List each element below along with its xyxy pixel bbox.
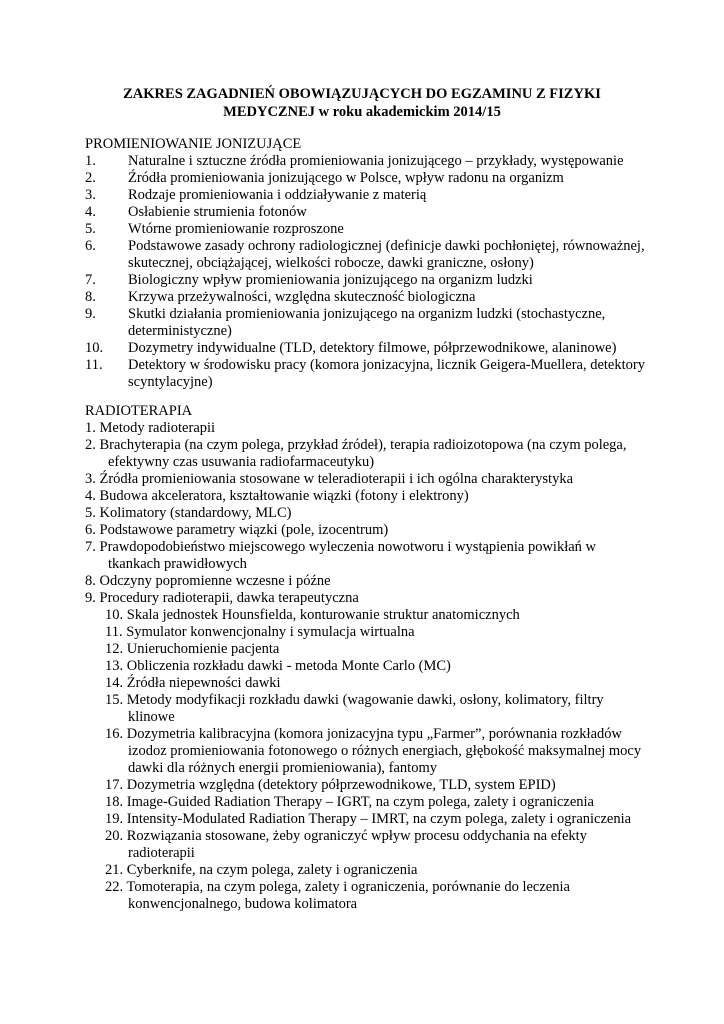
item-text: Odczyny popromienne wczesne i późne [99,573,331,589]
list-item [85,607,645,624]
item-number: 17. [105,777,124,793]
item-number: 2. [85,170,96,186]
list-item [85,692,645,726]
item-text: Metody radioterapii [99,420,216,436]
item-text: Dozymetria kalibracyjna (komora jonizacyjna typu „Farmer”, porównania rozkładów izodoz promieniowania fotonowego o różnych energiach, głębokość maksymalnej mocy dawki dla różnych energii promieniowania), fantomy [126,726,642,776]
item-text: Dozymetry indywidualne (TLD, detektory filmowe, półprzewodnikowe, alaninowe) [128,340,617,356]
item-text: Kolimatory (standardowy, MLC) [99,505,292,521]
item-number: 7. [85,539,96,555]
item-number: 22. [105,879,124,895]
title-line-2: MEDYCZNEJ w roku akademickim 2014/15 [223,104,501,120]
list-item [85,658,645,675]
list-item [85,539,645,573]
item-text: Źródła promieniowania jonizującego w Polsce, wpływ radonu na organizm [128,170,564,186]
item-number: 21. [105,862,124,878]
page-title [85,85,639,121]
item-text: Podstawowe zasady ochrony radiologicznej (definicje dawki pochłoniętej, równoważnej, skutecznej, obciążającej, wielkości robocze, dawki graniczne, osłony) [128,238,645,271]
list-item [85,204,645,221]
list-item [85,777,645,794]
list-item [85,289,645,306]
item-number: 12. [105,641,124,657]
list-item [85,624,645,641]
item-number: 18. [105,794,124,810]
item-number: 5. [85,505,96,521]
item-number: 8. [85,289,96,305]
item-number: 9. [85,306,96,322]
item-number: 10. [105,607,124,623]
item-number: 10. [85,340,104,356]
section-heading-ionizing-radiation: PROMIENIOWANIE JONIZUJĄCE [85,136,302,152]
item-number: 3. [85,471,96,487]
list-item [85,828,645,862]
item-number: 4. [85,488,96,504]
list-item [85,340,645,357]
item-text: Biologiczny wpływ promieniowania jonizującego na organizm ludzki [128,272,533,288]
item-text: Źródła promieniowania stosowane w teleradioterapii i ich ogólna charakterystyka [99,471,574,487]
item-text: Skutki działania promieniowania jonizującego na organizm ludzki (stochastyczne, deterministyczne) [128,306,606,339]
item-number: 19. [105,811,124,827]
item-number: 14. [105,675,124,691]
list-item [85,420,645,437]
list-item [85,590,645,607]
list-item [85,187,645,204]
item-number: 9. [85,590,96,606]
item-number: 6. [85,522,96,538]
list-item [85,794,645,811]
list-item [85,522,645,539]
item-text: Tomoterapia, na czym polega, zalety i ograniczenia, porównanie do leczenia konwencjonalnego, budowa kolimatora [126,879,570,912]
item-text: Osłabienie strumienia fotonów [128,204,307,220]
list-item [85,505,645,522]
ionizing-radiation-topic-list [85,153,645,391]
list-item [85,272,645,289]
item-text: Rodzaje promieniowania i oddziaływanie z materią [128,187,427,203]
item-text: Dozymetria względna (detektory półprzewodnikowe, TLD, system EPID) [126,777,556,793]
item-text: Procedury radioterapii, dawka terapeutyczna [99,590,359,606]
list-item [85,357,645,391]
item-number: 16. [105,726,124,742]
item-text: Brachyterapia (na czym polega, przykład źródeł), terapia radioizotopowa (na czym polega, efektywny czas usuwania radiofarmaceutyku) [99,437,627,470]
item-text: Symulator konwencjonalny i symulacja wirtualna [126,624,415,640]
item-number: 15. [105,692,124,708]
item-number: 1. [85,153,96,169]
item-text: Detektory w środowisku pracy (komora jonizacyjna, licznik Geigera-Muellera, detektory scyntylacyjne) [128,357,645,390]
radiotherapy-topic-list [85,420,645,913]
section-heading-radiotherapy: RADIOTERAPIA [85,403,193,419]
list-item [85,862,645,879]
item-text: Cyberknife, na czym polega, zalety i ograniczenia [126,862,418,878]
item-text: Skala jednostek Hounsfielda, konturowanie struktur anatomicznych [126,607,520,623]
item-text: Metody modyfikacji rozkładu dawki (wagowanie dawki, osłony, kolimatory, filtry klinowe [126,692,604,725]
item-text: Image-Guided Radiation Therapy – IGRT, na czym polega, zalety i ograniczenia [126,794,594,810]
item-number: 13. [105,658,124,674]
item-number: 20. [105,828,124,844]
title-line-1: ZAKRES ZAGADNIEŃ OBOWIĄZUJĄCYCH DO EGZAMINU Z FIZYKI [123,86,601,102]
item-text: Podstawowe parametry wiązki (pole, izocentrum) [99,522,389,538]
list-item [85,488,645,505]
list-item [85,437,645,471]
item-text: Budowa akceleratora, kształtowanie wiązki (fotony i elektrony) [99,488,469,504]
item-number: 7. [85,272,96,288]
item-number: 2. [85,437,96,453]
item-text: Unieruchomienie pacjenta [126,641,280,657]
list-item [85,879,645,913]
list-item [85,641,645,658]
item-number: 8. [85,573,96,589]
list-item [85,811,645,828]
item-number: 11. [85,357,103,373]
item-text: Intensity-Modulated Radiation Therapy – IMRT, na czym polega, zalety i ograniczenia [126,811,632,827]
item-text: Naturalne i sztuczne źródła promieniowania jonizującego – przykłady, występowanie [128,153,624,169]
item-number: 11. [105,624,123,640]
item-number: 3. [85,187,96,203]
list-item [85,726,645,777]
list-item [85,221,645,238]
item-number: 6. [85,238,96,254]
list-item [85,471,645,488]
list-item [85,306,645,340]
list-item [85,153,645,170]
item-number: 5. [85,221,96,237]
list-item [85,170,645,187]
item-text: Rozwiązania stosowane, żeby ograniczyć wpływ procesu oddychania na efekty radioterapii [126,828,587,861]
list-item [85,675,645,692]
list-item [85,238,645,272]
item-number: 1. [85,420,96,436]
item-text: Wtórne promieniowanie rozproszone [128,221,344,237]
item-text: Źródła niepewności dawki [126,675,281,691]
list-item [85,573,645,590]
item-text: Krzywa przeżywalności, względna skuteczność biologiczna [128,289,476,305]
item-text: Prawdopodobieństwo miejscowego wyleczenia nowotworu i wystąpienia powikłań w tkankach prawidłowych [99,539,597,572]
item-number: 4. [85,204,96,220]
item-text: Obliczenia rozkładu dawki - metoda Monte Carlo (MC) [126,658,451,674]
